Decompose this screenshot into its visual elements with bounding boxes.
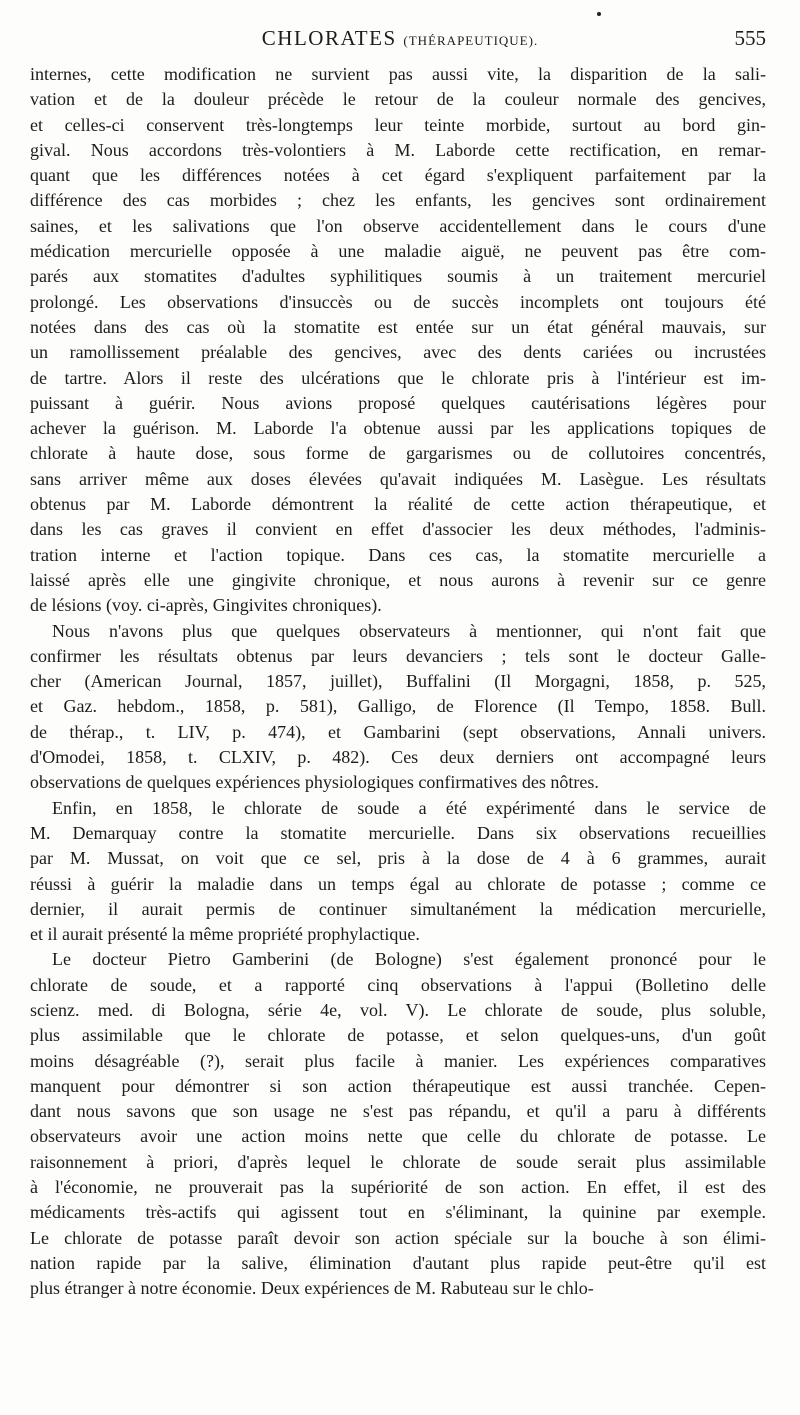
text-line: manquent pour démontrer si son action thérapeutique est aussi tranchée. Cepen- [30, 1075, 766, 1096]
text-line: saines, et les salivations que l'on observe accidentellement dans le cours d'une [30, 215, 766, 236]
text-line: différence des cas morbides ; chez les enfants, les gencives sont ordinairement [30, 190, 766, 211]
text-line: nation rapide par la salive, élimination d'autant plus rapide peut-être qu'il est [30, 1252, 766, 1273]
text-line: chlorate de soude, et a rapporté cinq observations à l'appui (Bolletino delle [30, 974, 766, 995]
text-line: Nous n'avons plus que quelques observateurs à mentionner, qui n'ont fait que [52, 620, 766, 641]
text-line: et celles-ci conservent très-longtemps leur teinte morbide, surtout au bord gin- [30, 114, 766, 135]
text-line: quant que les différences notées à cet égard s'expliquent parfaitement par la [30, 165, 766, 186]
text-line: vation et de la douleur précède le retour de la couleur normale des gencives, [30, 89, 766, 110]
text-line: puissant à guérir. Nous avions proposé quelques cautérisations légères pour [30, 392, 766, 413]
text-line: parés aux stomatites d'adultes syphilitiques soumis à un traitement mercuriel [30, 266, 766, 287]
text-line: médication mercurielle opposée à une maladie aiguë, ne peuvent pas être com- [30, 241, 766, 262]
body-text [30, 62, 766, 1302]
text-line: Enfin, en 1858, le chlorate de soude a été expérimenté dans le service de [52, 797, 766, 818]
text-line: de thérap., t. LIV, p. 474), et Gambarini (sept observations, Annali univers. [30, 721, 766, 742]
text-line: Le docteur Pietro Gamberini (de Bologne) s'est également prononcé pour le [52, 949, 766, 970]
page-number: 555 [734, 26, 766, 50]
text-line: raisonnement à priori, d'après lequel le chlorate de soude serait plus assimilable [30, 1151, 766, 1172]
text-line: tration interne et l'action topique. Dans ces cas, la stomatite mercurielle a [30, 544, 766, 565]
text-line: notées dans des cas où la stomatite est entée sur un état général mauvais, sur [30, 316, 766, 337]
text-line: et il aurait présenté la même propriété prophylactique. [30, 924, 420, 945]
text-line: de tartre. Alors il reste des ulcérations que le chlorate pris à l'intérieur est im- [30, 367, 766, 388]
text-line: observations de quelques expériences physiologiques confirmatives des nôtres. [30, 772, 599, 793]
text-line: médicaments très-actifs qui agissent tout en s'éliminant, la quinine par exemple. [30, 1202, 766, 1223]
text-line: sans arriver même aux doses élevées qu'avait indiquées M. Lasègue. Les résultats [30, 468, 766, 489]
running-head [30, 26, 770, 56]
text-line: un ramollissement préalable des gencives, avec des dents cariées ou incrustées [30, 342, 766, 363]
text-line: obtenus par M. Laborde démontrent la réalité de cette action thérapeutique, et [30, 494, 766, 515]
running-head-main: CHLORATES [261, 26, 397, 50]
text-line: cher (American Journal, 1857, juillet), Buffalini (Il Morgagni, 1858, p. 525, [30, 671, 766, 692]
text-line: observateurs avoir une action moins nette que celle du chlorate de potasse. Le [30, 1126, 766, 1147]
text-line: laissé après elle une gingivite chronique, et nous aurons à revenir sur ce genre [30, 569, 766, 590]
text-line: scienz. med. di Bologna, série 4e, vol. V). Le chlorate de soude, plus soluble, [30, 999, 766, 1020]
text-line: moins désagréable (?), serait plus facile à manier. Les expériences comparatives [30, 1050, 766, 1071]
text-line: chlorate à haute dose, sous forme de gargarismes ou de collutoires concentrés, [30, 443, 766, 464]
text-line: dant nous savons que son usage ne s'est pas répandu, et qu'il a paru à différents [30, 1101, 766, 1122]
text-line: à l'économie, ne prouverait pas la supériorité de son action. En effet, il est des [30, 1177, 766, 1198]
text-line: prolongé. Les observations d'insuccès ou de succès incomplets ont toujours été [30, 291, 766, 312]
text-line: Le chlorate de potasse paraît devoir son action spéciale sur la bouche à son élimi- [30, 1227, 766, 1248]
text-line: M. Demarquay contre la stomatite mercurielle. Dans six observations recueillies [30, 822, 766, 843]
text-line: de lésions (voy. ci-après, Gingivites chroniques). [30, 595, 382, 616]
text-line: plus assimilable que le chlorate de potasse, et selon quelques-uns, d'un goût [30, 1025, 766, 1046]
text-line: réussi à guérir la maladie dans un temps égal au chlorate de potasse ; comme ce [30, 873, 766, 894]
text-line: plus étranger à notre économie. Deux expériences de M. Rabuteau sur le chlo- [30, 1278, 594, 1299]
text-line: confirmer les résultats obtenus par leurs devanciers ; tels sont le docteur Galle- [30, 645, 766, 666]
text-line: internes, cette modification ne survient pas aussi vite, la disparition de la sali- [30, 64, 766, 84]
running-head-subtitle: (THÉRAPEUTIQUE). [403, 33, 539, 48]
text-line: et Gaz. hebdom., 1858, p. 581), Galligo, de Florence (Il Tempo, 1858. Bull. [30, 696, 766, 717]
text-line: d'Omodei, 1858, t. CLXIV, p. 482). Ces deux derniers ont accompagné leurs [30, 747, 766, 768]
text-line: dernier, il aurait permis de continuer simultanément la médication mercurielle, [30, 898, 766, 919]
text-line: par M. Mussat, on voit que ce sel, pris à la dose de 4 à 6 grammes, aurait [30, 848, 766, 869]
running-head-title [30, 26, 770, 51]
text-line: gival. Nous accordons très-volontiers à M. Laborde cette rectification, en remar- [30, 139, 766, 160]
print-speck [597, 12, 601, 16]
text-line: dans les cas graves il convient en effet d'associer les deux méthodes, l'adminis- [30, 519, 766, 540]
text-line: achever la guérison. M. Laborde l'a obtenue aussi par les applications topiques de [30, 418, 766, 439]
